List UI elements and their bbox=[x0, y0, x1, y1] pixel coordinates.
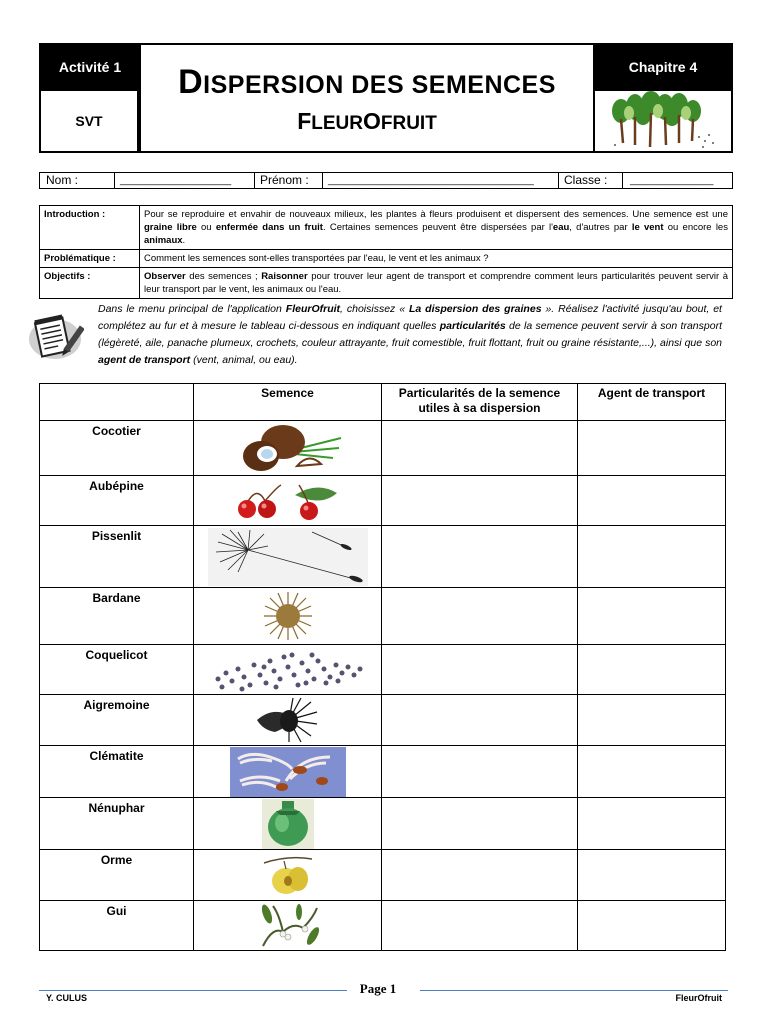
particularites-cell[interactable] bbox=[382, 421, 578, 476]
table-row bbox=[40, 645, 726, 695]
mistletoe-icon bbox=[194, 901, 382, 951]
header-agent: Agent de transport bbox=[578, 384, 726, 421]
particularites-cell[interactable] bbox=[382, 645, 578, 695]
table-row bbox=[40, 588, 726, 645]
header-particularites: Particularités de la semence utiles à sa dispersion bbox=[382, 384, 578, 421]
notepad-pencil-icon bbox=[28, 312, 84, 367]
table-row bbox=[40, 746, 726, 798]
particularites-cell[interactable] bbox=[382, 850, 578, 901]
agent-cell[interactable] bbox=[578, 526, 726, 588]
row-name: Gui bbox=[40, 901, 194, 951]
nom-field[interactable]: ____________________ bbox=[120, 175, 232, 186]
table-row bbox=[40, 695, 726, 746]
classe-label: Classe : bbox=[564, 173, 608, 187]
nom-label: Nom : bbox=[46, 173, 79, 187]
intro-table bbox=[39, 205, 733, 299]
row-name: Orme bbox=[40, 850, 194, 901]
activity-label: Activité 1 bbox=[41, 45, 139, 89]
footer-line-left bbox=[39, 990, 347, 991]
header-semence: Semence bbox=[194, 384, 382, 421]
problematique-label: Problématique : bbox=[40, 250, 140, 268]
agent-cell[interactable] bbox=[578, 798, 726, 850]
agent-cell[interactable] bbox=[578, 901, 726, 951]
table-row bbox=[40, 798, 726, 850]
table-row bbox=[40, 850, 726, 901]
footer-brand: FleurOfruit bbox=[675, 993, 722, 1003]
page-title: DISPERSION DES SEMENCES bbox=[178, 63, 556, 101]
objectifs-label: Objectifs : bbox=[40, 268, 140, 299]
hawthorn-berries-icon bbox=[194, 476, 382, 526]
particularites-cell[interactable] bbox=[382, 476, 578, 526]
clematis-seeds-icon bbox=[194, 746, 382, 798]
agent-cell[interactable] bbox=[578, 746, 726, 798]
objectifs-text: Observer des semences ; Raisonner pour trouver leur agent de transport et comprendre comment leurs particularités peuvent servir à leur transport par le vent, les animaux ou l'eau. bbox=[140, 268, 733, 299]
prenom-label: Prénom : bbox=[260, 173, 309, 187]
header-empty bbox=[40, 384, 194, 421]
poppy-seeds-icon bbox=[194, 645, 382, 695]
intro-text: Pour se reproduire et envahir de nouveaux milieux, les plantes à fleurs produisent et dispersent des semences. Une semence est une graine libre ou enfermée dans un fruit. Certaines semences peuvent être dispersées par l'eau, d'autres par le vent ou encore les animaux. bbox=[140, 206, 733, 250]
row-name: Pissenlit bbox=[40, 526, 194, 588]
seeds-table bbox=[39, 383, 726, 951]
title-block bbox=[139, 45, 595, 151]
elm-samara-icon bbox=[194, 850, 382, 901]
header-box bbox=[39, 43, 733, 153]
particularites-cell[interactable] bbox=[382, 526, 578, 588]
row-name: Cocotier bbox=[40, 421, 194, 476]
particularites-cell[interactable] bbox=[382, 588, 578, 645]
particularites-cell[interactable] bbox=[382, 695, 578, 746]
agent-cell[interactable] bbox=[578, 850, 726, 901]
agent-cell[interactable] bbox=[578, 588, 726, 645]
intro-label: Introduction : bbox=[40, 206, 140, 250]
table-row bbox=[40, 901, 726, 951]
subject-label: SVT bbox=[41, 89, 139, 151]
dandelion-seed-icon bbox=[194, 526, 382, 588]
agent-cell[interactable] bbox=[578, 476, 726, 526]
coconut-icon bbox=[194, 421, 382, 476]
row-name: Aubépine bbox=[40, 476, 194, 526]
footer-author: Y. CULUS bbox=[46, 993, 88, 1003]
agent-cell[interactable] bbox=[578, 645, 726, 695]
particularites-cell[interactable] bbox=[382, 798, 578, 850]
row-name: Clématite bbox=[40, 746, 194, 798]
water-lily-fruit-icon bbox=[194, 798, 382, 850]
classe-field[interactable]: _______________ bbox=[630, 175, 714, 186]
burdock-burr-icon bbox=[194, 588, 382, 645]
agent-cell[interactable] bbox=[578, 695, 726, 746]
particularites-cell[interactable] bbox=[382, 901, 578, 951]
forest-icon bbox=[595, 89, 731, 151]
problematique-text: Comment les semences sont-elles transportées par l'eau, le vent et les animaux ? bbox=[140, 250, 733, 268]
particularites-cell[interactable] bbox=[382, 746, 578, 798]
table-row bbox=[40, 476, 726, 526]
row-name: Aigremoine bbox=[40, 695, 194, 746]
row-name: Coquelicot bbox=[40, 645, 194, 695]
agent-cell[interactable] bbox=[578, 421, 726, 476]
prenom-field[interactable]: _____________________________________ bbox=[328, 175, 534, 186]
table-row bbox=[40, 526, 726, 588]
row-name: Nénuphar bbox=[40, 798, 194, 850]
row-name: Bardane bbox=[40, 588, 194, 645]
identity-row bbox=[39, 172, 733, 189]
chapter-label: Chapitre 4 bbox=[595, 45, 731, 89]
page-subtitle: FLEUROFRUIT bbox=[297, 108, 437, 134]
page-number: Page 1 bbox=[359, 981, 397, 996]
footer-line-right bbox=[420, 990, 728, 991]
instructions-text: Dans le menu principal de l'application FleurOfruit, choisissez « La dispersion des graines ». Réalisez l'activité jusqu'au bout, et complétez au fur et à mesure le tableau ci-dessous en indiquant quelles particularités de la semence peuvent servir à son transport (légèreté, aile, panache plumeux, crochets, couleur attrayante, fruit comestible, fruit flottant, fruit ou graine résistante,...), ainsi que son agent de transport (vent, animal, ou eau). bbox=[98, 303, 722, 366]
table-row bbox=[40, 421, 726, 476]
agrimony-fruit-icon bbox=[194, 695, 382, 746]
